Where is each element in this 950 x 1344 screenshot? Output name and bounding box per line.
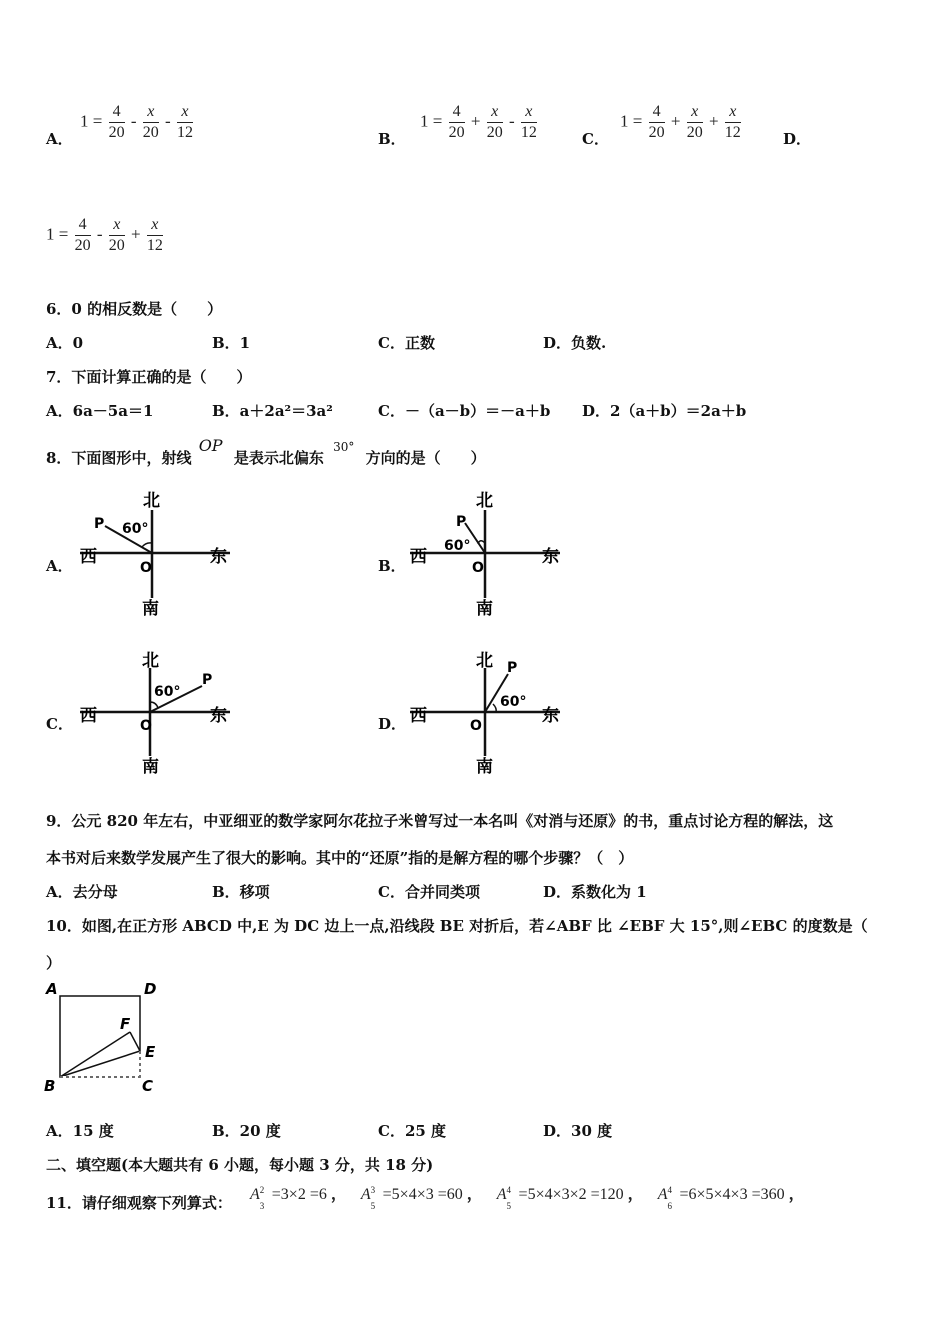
denominator: 20: [486, 124, 503, 141]
q6-option-a: A．0: [46, 334, 84, 352]
superscript: 3: [370, 1185, 376, 1195]
q5-option-d-equation: [46, 215, 165, 256]
q11-stem: 11．请仔细观察下列算式：: [46, 1194, 232, 1212]
subscript: 5: [370, 1201, 376, 1211]
origin-label: O: [140, 560, 152, 576]
q9-stem-line1: 9．公元 820 年左右，中亚细亚的数学家阿尔花拉子米曾写过一本名叫《对消与还原》的书，重点讨论方程的解法，这: [46, 812, 834, 830]
point-e-label: E: [145, 1043, 156, 1061]
q11-expressions: [250, 1181, 805, 1211]
denominator: 20: [108, 124, 125, 141]
q6-option-b: B．1: [212, 334, 251, 352]
q7-option-d: D．2（a＋b）＝2a＋b: [582, 402, 747, 420]
q5-option-c-label: C．: [582, 130, 609, 148]
q8-diagram-d: [400, 646, 575, 776]
q7-stem: 7．下面计算正确的是（ ）: [46, 368, 252, 386]
angle-label: 60°: [122, 521, 149, 537]
superscript: 2: [259, 1185, 265, 1195]
separator: ，: [627, 1186, 644, 1203]
q10-option-d: D．30 度: [543, 1122, 613, 1140]
numerator: x: [687, 102, 703, 123]
vertex-c-label: C: [142, 1077, 154, 1095]
angle-arc: [142, 543, 152, 547]
separator: ，: [466, 1186, 483, 1203]
point-f-label: F: [120, 1015, 131, 1033]
numerator: x: [109, 215, 125, 236]
expression-2: =5×4×3 =60: [382, 1186, 463, 1203]
q5-option-d-label: D．: [783, 130, 812, 148]
numerator: x: [521, 102, 537, 123]
q9-option-d: D．系数化为 1: [543, 883, 647, 901]
east-label: 东: [542, 547, 559, 567]
north-label: 北: [143, 491, 160, 511]
segment-bf: [60, 1032, 130, 1077]
q9-option-b: B．移项: [212, 883, 270, 901]
numerator: x: [725, 102, 741, 123]
operator: -: [508, 111, 515, 131]
q10-option-b: B．20 度: [212, 1122, 281, 1140]
east-label: 东: [210, 706, 227, 726]
q8-diagram-b: [400, 488, 575, 618]
denominator: 20: [448, 124, 465, 141]
west-label: 西: [410, 547, 427, 567]
q7-option-a: A．6a－5a＝1: [46, 402, 154, 420]
expression-1: =3×2 =6: [271, 1186, 327, 1203]
lhs: 1 =: [420, 111, 443, 131]
north-label: 北: [476, 651, 493, 671]
perm-symbol: A: [496, 1186, 507, 1203]
south-label: 南: [476, 757, 493, 776]
denominator: 20: [648, 124, 665, 141]
perm-symbol: A: [657, 1186, 668, 1203]
denominator: 20: [74, 237, 91, 254]
west-label: 西: [80, 706, 97, 726]
denominator: 20: [686, 124, 703, 141]
q5-option-b-equation: [420, 102, 539, 143]
origin-label: O: [470, 718, 482, 734]
numerator: 4: [649, 102, 665, 123]
q8-option-c-label: C．: [46, 715, 73, 733]
q8-option-d-label: D．: [378, 715, 407, 733]
numerator: 4: [75, 215, 91, 236]
q10-stem-line2: ）: [46, 954, 62, 972]
operator: +: [131, 224, 141, 244]
numerator: x: [487, 102, 503, 123]
point-p-label: P: [456, 514, 467, 530]
denominator: 20: [108, 237, 125, 254]
q5-option-c-equation: [620, 102, 743, 143]
origin-label: O: [140, 718, 152, 734]
separator: ，: [788, 1186, 805, 1203]
q5-option-a-label: A．: [46, 130, 73, 148]
expression-4: =6×5×4×3 =360: [679, 1186, 785, 1203]
subscript: 3: [259, 1201, 265, 1211]
q7-option-b: B．a＋2a²＝3a²: [212, 402, 333, 420]
angle-label: 60°: [500, 694, 527, 710]
segment-be: [60, 1051, 140, 1077]
stem-part: 是表示北偏东: [233, 449, 324, 467]
subscript: 6: [667, 1201, 672, 1211]
q5-option-b-label: B．: [378, 130, 406, 148]
vertex-d-label: D: [144, 980, 157, 998]
east-label: 东: [210, 547, 227, 567]
ray-op: OP: [198, 436, 223, 455]
expression-3: =5×4×3×2 =120: [518, 1186, 624, 1203]
operator: -: [96, 224, 103, 244]
lhs: 1 =: [80, 111, 103, 131]
east-label: 东: [542, 706, 559, 726]
numerator: x: [177, 102, 193, 123]
west-label: 西: [410, 706, 427, 726]
q8-diagram-a: [70, 488, 245, 618]
point-p-label: P: [202, 672, 213, 688]
stem-part: 方向的是（ ）: [365, 449, 486, 467]
lhs: 1 =: [620, 111, 643, 131]
operator: +: [708, 111, 719, 131]
operator: -: [130, 111, 137, 131]
q10-square-figure: [40, 978, 170, 1098]
west-label: 西: [80, 547, 97, 567]
denominator: 12: [520, 124, 537, 141]
q10-option-a: A．15 度: [46, 1122, 114, 1140]
q5-option-a-equation: [80, 102, 195, 143]
degree-30: 30°: [333, 440, 355, 454]
q6-option-d: D．负数.: [543, 334, 607, 352]
angle-label: 60°: [154, 684, 181, 700]
q10-stem-line1: 10．如图,在正方形 ABCD 中,E 为 DC 边上一点,沿线段 BE 对折后，若∠ABF 比 ∠EBF 大 15°,则∠EBC 的度数是（: [46, 917, 868, 935]
q9-option-a: A．去分母: [46, 883, 118, 901]
operator: +: [670, 111, 681, 131]
north-label: 北: [142, 651, 159, 671]
numerator: 4: [109, 102, 125, 123]
separator: ，: [330, 1186, 347, 1203]
q8-option-b-label: B．: [378, 557, 406, 575]
q7-option-c: C．－（a－b）＝－a＋b: [378, 402, 551, 420]
vertex-b-label: B: [44, 1077, 56, 1095]
denominator: 12: [176, 124, 193, 141]
q6-option-c: C．正数: [378, 334, 435, 352]
denominator: 12: [146, 237, 163, 254]
superscript: 4: [506, 1185, 512, 1195]
q8-stem: [46, 436, 486, 468]
angle-label: 60°: [444, 538, 471, 554]
q8-option-a-label: A．: [46, 557, 73, 575]
south-label: 南: [476, 599, 493, 618]
point-p-label: P: [507, 660, 518, 676]
superscript: 4: [667, 1185, 672, 1195]
denominator: 20: [142, 124, 159, 141]
perm-symbol: A: [360, 1186, 371, 1203]
q9-stem-line2: 本书对后来数学发展产生了很大的影响。其中的“还原”指的是解方程的哪个步骤？（ ）: [46, 849, 634, 867]
numerator: x: [147, 215, 163, 236]
numerator: x: [143, 102, 159, 123]
q6-stem: 6．0 的相反数是（ ）: [46, 300, 223, 318]
segment-fe: [130, 1032, 140, 1051]
north-label: 北: [476, 491, 493, 511]
origin-label: O: [472, 560, 484, 576]
square-abcd: [60, 996, 140, 1077]
lhs: 1 =: [46, 224, 69, 244]
denominator: 12: [724, 124, 741, 141]
q9-option-c: C．合并同类项: [378, 883, 480, 901]
point-p-label: P: [94, 516, 105, 532]
q8-diagram-c: [70, 646, 245, 776]
numerator: 4: [449, 102, 465, 123]
q10-option-c: C．25 度: [378, 1122, 447, 1140]
operator: +: [470, 111, 481, 131]
south-label: 南: [142, 599, 159, 618]
subscript: 5: [506, 1201, 512, 1211]
section-2-heading: 二、填空题(本大题共有 6 小题，每小题 3 分，共 18 分): [46, 1156, 434, 1174]
south-label: 南: [142, 757, 159, 776]
operator: -: [165, 111, 171, 131]
stem-part: 8．下面图形中，射线: [46, 449, 192, 467]
perm-symbol: A: [250, 1186, 260, 1203]
vertex-a-label: A: [46, 980, 58, 998]
